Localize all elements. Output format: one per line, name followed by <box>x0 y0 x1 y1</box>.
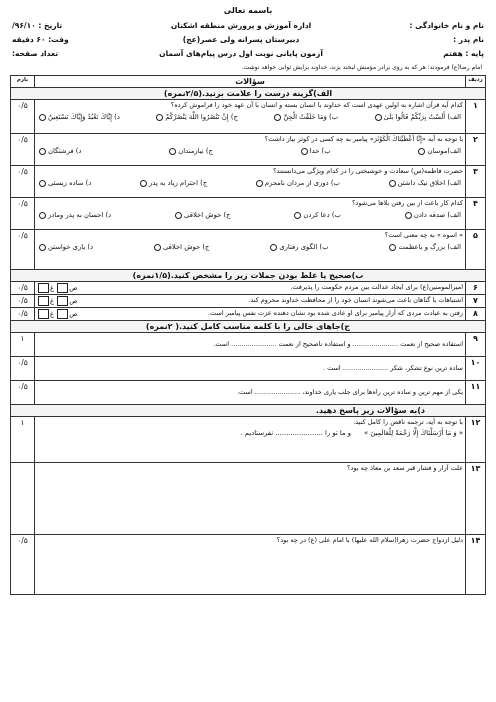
q1-score: ۰/۵ <box>11 100 35 134</box>
q3-option-b[interactable]: ب) دوری از مردان نامحرم <box>256 178 340 189</box>
radio-circle-icon[interactable] <box>405 212 412 219</box>
q10-score: ۰/۵ <box>11 357 35 381</box>
q4-text: کدام کار باعث از بین رفتن بلاها می‌شود؟ <box>351 199 463 207</box>
radio-circle-icon[interactable] <box>294 212 301 219</box>
q4-option-a[interactable]: الف) صدقه دادن <box>405 210 461 221</box>
section-d-title: د)به سؤالات زیر پاسخ دهید. <box>11 405 486 417</box>
exam-title: آزمون پایانی نوبت اول درس پیام‌های آسمان <box>159 49 323 58</box>
radio-circle-icon[interactable] <box>274 114 281 121</box>
pages-label: تعداد صفحه: <box>12 49 59 58</box>
q13-number: ۱۳ <box>466 463 486 535</box>
q7-false-checkbox[interactable] <box>38 296 49 306</box>
q4-score: ۰/۵ <box>11 198 35 230</box>
radio-circle-icon[interactable] <box>256 180 263 187</box>
q5-option-c[interactable]: ج) خوش اخلاقی <box>154 242 209 253</box>
date-label: تاریخ : ۹۶/۱۰/ <box>12 21 63 30</box>
radio-circle-icon[interactable] <box>39 244 46 251</box>
q4-option-d[interactable]: د) احسان به پدر ومادر <box>39 210 111 221</box>
head-row: ردیف <box>466 76 486 88</box>
q7-true-false: ص غ <box>37 296 77 306</box>
radio-circle-icon[interactable] <box>375 114 382 121</box>
q12-verse: « وَ مَا أَرْسَلْنَاكَ إِلَّا رَحْمَةً لِلْعَالَمِينَ » و ما تو را ...................... نفرستادیم . <box>240 428 463 437</box>
time-label: وقت: ۶۰ دقیقه <box>12 35 69 44</box>
org-name: اداره آموزش و پرورش منطقه اشکنان <box>170 21 312 30</box>
q12-fill[interactable]: و ما تو را ...................... نفرستادیم . <box>240 428 352 437</box>
head-score: بارم <box>11 76 35 88</box>
q8-true-checkbox[interactable] <box>57 309 68 319</box>
q1-number: ۱ <box>466 100 486 134</box>
q2-text: با توجه به آیه «إِنَّا أَعْطَيْنَاكَ الْكَوْثَرَ» پیامبر به چه کسی در کوثر نیاز داشت؟ <box>264 135 463 143</box>
q5-option-d[interactable]: د) یاری خواستن <box>39 242 93 253</box>
q9-score: ۱ <box>11 333 35 357</box>
radio-circle-icon[interactable] <box>301 148 308 155</box>
q5-option-b[interactable]: ب) الگوی رفتاری <box>270 242 328 253</box>
q3-option-c[interactable]: ج) احترام زیاد به پدر <box>140 178 207 189</box>
radio-circle-icon[interactable] <box>140 180 147 187</box>
q2-number: ۲ <box>466 134 486 166</box>
q6-score: ۰/۵ <box>11 282 35 295</box>
radio-circle-icon[interactable] <box>156 114 163 121</box>
q6-false-checkbox[interactable] <box>38 283 49 293</box>
q3-option-d[interactable]: د) ساده زیستی <box>39 178 91 189</box>
radio-circle-icon[interactable] <box>270 244 277 251</box>
father-label: نام پدر : <box>453 35 484 44</box>
q8-score: ۰/۵ <box>11 308 35 321</box>
q14-score: ۰/۵ <box>11 535 35 595</box>
q9-text[interactable]: استفاده صحیح از نعمت ...................... و استفاده ناصحیح از نعمت ...................... است. <box>35 333 466 357</box>
radio-circle-icon[interactable] <box>39 148 46 155</box>
q5-score: ۰/۵ <box>11 230 35 270</box>
q1-option-d[interactable]: د) إِيَّاكَ نَعْبُدُ وَإِيَّاكَ نَسْتَعِينُ <box>39 112 120 123</box>
q6-number: ۶ <box>466 282 486 295</box>
radio-circle-icon[interactable] <box>39 180 46 187</box>
q2-option-a[interactable]: الف)موسان <box>418 146 461 157</box>
q14-number: ۱۴ <box>466 535 486 595</box>
q2-score: ۰/۵ <box>11 134 35 166</box>
q12-number: ۱۲ <box>466 417 486 463</box>
q5-number: ۵ <box>466 230 486 270</box>
q11-text[interactable]: یکی از مهم ترین و ساده ترین راه‌ها برای جلب یاری خداوند، ...................... است. <box>35 381 466 405</box>
q7-number: ۷ <box>466 295 486 308</box>
q8-number: ۸ <box>466 308 486 321</box>
name-label: نام و نام خانوادگی : <box>409 21 484 30</box>
section-c-title: ج)جاهای خالی را با کلمه مناسب کامل کنید.( ۲نمره) <box>11 321 486 333</box>
top-title: باسمه تعالی <box>223 6 273 15</box>
q10-number: ۱۰ <box>466 357 486 381</box>
q1-option-b[interactable]: ب) وَمَا خَلَقْتُ الْجِنَّ <box>274 112 338 123</box>
q8-false-checkbox[interactable] <box>38 309 49 319</box>
q4-option-b[interactable]: ب) دعا کردن <box>294 210 341 221</box>
q3-option-a[interactable]: الف) اخلاق نیک داشتن <box>389 178 461 189</box>
q1-option-a[interactable]: الف) أَلَسْتُ بِرَبِّکُمْ قَالُوا بَلَىٰ <box>375 112 461 123</box>
radio-circle-icon[interactable] <box>39 114 46 121</box>
q4-number: ۴ <box>466 198 486 230</box>
section-a-title: الف)گزینه درست را علامت بزنید.(۲/۵نمره) <box>11 88 486 100</box>
exam-header <box>10 17 486 62</box>
q10-text[interactable]: ساده ترین نوع تشکر، شکر ...................... است . <box>35 357 466 381</box>
q2-option-d[interactable]: د) فرشتگان <box>39 146 81 157</box>
q6-text: امیرالمومنین(ع) برای ایجاد عدالت بین مردم حکومت را پذیرفت. <box>290 283 463 292</box>
q5-option-a[interactable]: الف) بزرگ و باعظمت <box>389 242 461 253</box>
q2-option-b[interactable]: ب) خدا <box>301 146 331 157</box>
radio-circle-icon[interactable] <box>169 148 176 155</box>
hadith-quote: امام رضا(ع) فرمودند: هر که به روی برادر مؤمنش لبخند بزند، خداوند برایش ثوابی خواهد نوشت. <box>241 64 482 71</box>
q13-score <box>11 463 35 535</box>
q3-text: حضرت فاطمه(س) سعادت و خوشبختی را در کدام ویژگی می‌دانستند؟ <box>273 167 463 175</box>
q7-text: اشتباهات یا گناهان باعث می‌شوند انسان خود را از محافظت خداوند محروم کند. <box>248 296 463 305</box>
q11-score: ۰/۵ <box>11 381 35 405</box>
section-b-title: ب)صحیح یا غلط بودن جملات زیر را مشخص کنید.(۱/۵نمره) <box>11 270 486 282</box>
q3-score: ۰/۵ <box>11 166 35 198</box>
q6-true-checkbox[interactable] <box>57 283 68 293</box>
q7-true-checkbox[interactable] <box>57 296 68 306</box>
head-questions: سؤالات <box>35 76 466 88</box>
q13-text[interactable]: علت آزار و فشار قبر سعد بن معاذ چه بود؟ <box>35 463 466 535</box>
q9-number: ۹ <box>466 333 486 357</box>
radio-circle-icon[interactable] <box>418 148 425 155</box>
q7-score: ۰/۵ <box>11 295 35 308</box>
radio-circle-icon[interactable] <box>39 212 46 219</box>
q12-text: با توجه به آیه، ترجمه ناقص را کامل کنید. <box>353 418 463 426</box>
q14-text[interactable]: دلیل ازدواج حضرت زهرا(سلام الله علیها) با امام علی (ع) در چه بود؟ <box>35 535 466 595</box>
q12-score: ۱ <box>11 417 35 463</box>
grade-label: پایه : هفتم <box>443 49 484 58</box>
radio-circle-icon[interactable] <box>154 244 161 251</box>
q8-text: رفتن به عیادت مردی که آزار پیامبر برای او عادی شده بود نشان دهنده عزت نفس پیامبر است. <box>207 309 463 318</box>
q2-option-c[interactable]: ج) نیازمندان <box>169 146 213 157</box>
q1-text: کدام آیه قرآن اشاره به اولین عهدی است که خداوند با انسان بسته و انسان با آن عهد خود را فراموش کرده؟ <box>170 101 463 109</box>
q3-number: ۳ <box>466 166 486 198</box>
questions-table <box>10 75 486 595</box>
radio-circle-icon[interactable] <box>389 180 396 187</box>
radio-circle-icon[interactable] <box>175 212 182 219</box>
q8-true-false: ص غ <box>37 309 77 319</box>
radio-circle-icon[interactable] <box>389 244 396 251</box>
q5-text: « اسوه » به چه معنی است؟ <box>384 231 463 239</box>
q11-number: ۱۱ <box>466 381 486 405</box>
q1-option-c[interactable]: ج) إِنْ تَنْصُرُوا اللَّهَ يَنْصُرْكُمْ <box>156 112 238 123</box>
q6-true-false: ص غ <box>37 283 77 293</box>
q4-option-c[interactable]: ج) خوش اخلاقی <box>175 210 230 221</box>
school-name: دبیرستان پسرانه ولی عصر(عج) <box>182 35 300 44</box>
